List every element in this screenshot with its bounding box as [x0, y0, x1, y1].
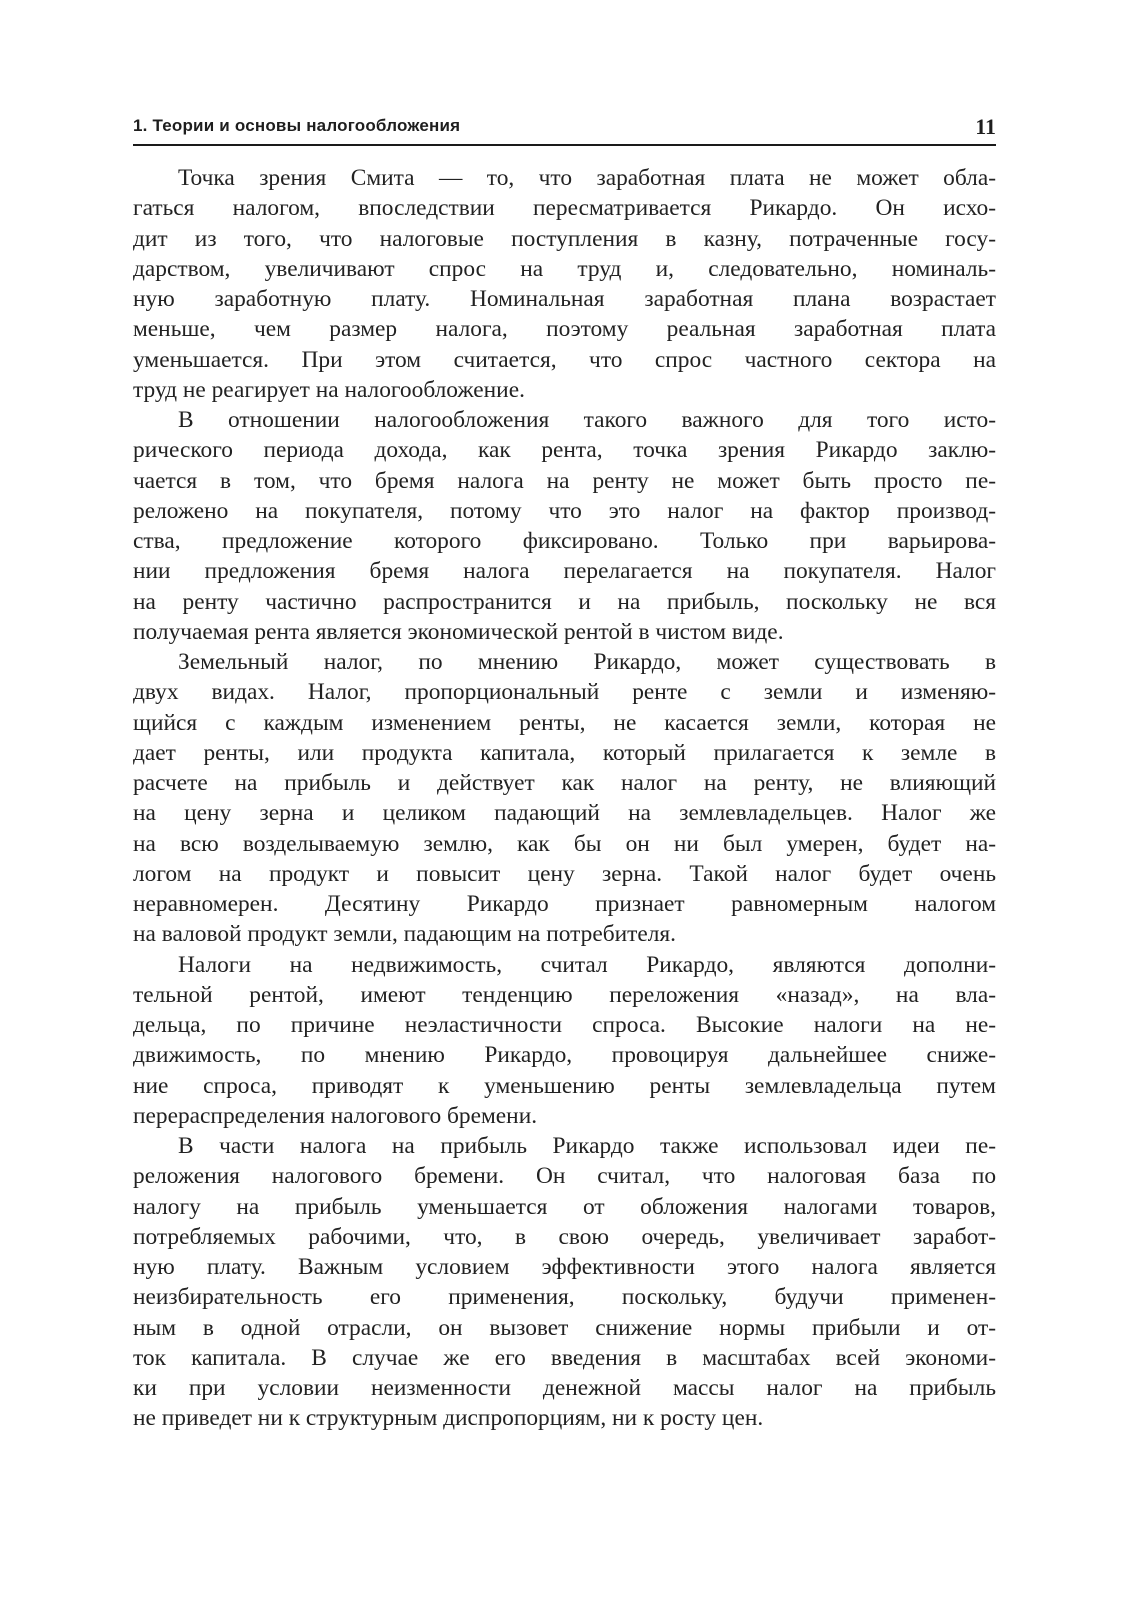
text-line: Точка зрения Смита — то, что заработная плата не может обла-: [178, 165, 996, 191]
text-line: на валовой продукт земли, падающим на потребителя.: [133, 921, 677, 948]
text-line: налогу на прибыль уменьшается от обложения налогами товаров,: [133, 1193, 996, 1220]
text-line: ства, предложение которого фиксировано. Только при варьирова-: [133, 528, 996, 554]
text-line: В отношении налогообложения такого важного для того исто-: [178, 407, 996, 433]
text-line: Налоги на недвижимость, считал Рикардо, являются дополни-: [178, 951, 997, 978]
page-number: 11: [975, 114, 996, 139]
text-line: меньше, чем размер налога, поэтому реальная заработная плата: [133, 316, 997, 343]
text-line: не приведет ни к структурным диспропорциям, ни к росту цен.: [133, 1405, 764, 1432]
body-text: [133, 163, 996, 1434]
paragraph: [133, 647, 996, 950]
text-line: дарством, увеличивают спрос на труд и, следовательно, номиналь-: [133, 255, 997, 282]
text-line: нии предложения бремя налога перелагается на покупателя. Налог: [133, 558, 997, 585]
paragraph: [133, 163, 996, 405]
text-line: рического периода дохода, как рента, точка зрения Рикардо заклю-: [133, 437, 997, 464]
paragraph: [133, 1131, 996, 1434]
chapter-title: 1. Теории и основы налогообложения: [133, 116, 461, 135]
paragraph: [133, 405, 996, 647]
text-line: получаемая рента является экономической рентой в чистом виде.: [133, 618, 784, 645]
text-line: тельной рентой, имеют тенденцию переложения «назад», на вла-: [133, 981, 997, 1008]
text-line: потребляемых рабочими, что, в свою очередь, увеличивает заработ-: [133, 1223, 996, 1250]
text-line: уменьшается. При этом считается, что спрос частного сектора на: [133, 346, 996, 373]
text-line: неизбирательность его применения, поскольку, будучи применен-: [133, 1284, 996, 1311]
text-line: дает ренты, или продукта капитала, который прилагается к земле в: [133, 739, 997, 766]
text-line: щийся с каждым изменением ренты, не касается земли, которая не: [133, 709, 997, 736]
text-line: В части налога на прибыль Рикардо также использовал идеи пе-: [178, 1133, 996, 1159]
text-line: ки при условии неизменности денежной массы налог на прибыль: [133, 1375, 996, 1401]
paragraph: [133, 950, 996, 1132]
text-line: труд не реагирует на налогообложение.: [133, 376, 525, 403]
text-line: логом на продукт и повысит цену зерна. Такой налог будет очень: [133, 860, 997, 887]
text-line: гаться налогом, впоследствии пересматривается Рикардо. Он исхо-: [133, 195, 996, 222]
text-line: дит из того, что налоговые поступления в казну, потраченные госу-: [133, 225, 996, 252]
text-line: чается в том, что бремя налога на ренту не может быть просто пе-: [133, 467, 996, 494]
text-line: ток капитала. В случае же его введения в масштабах всей экономи-: [133, 1344, 996, 1371]
text-line: ную заработную плату. Номинальная заработная плана возрастает: [133, 286, 997, 312]
text-line: расчете на прибыль и действует как налог на ренту, не влияющий: [133, 770, 996, 796]
text-line: реложено на покупателя, потому что это налог на фактор производ-: [133, 497, 997, 524]
text-line: ным в одной отрасли, он вызовет снижение нормы прибыли и от-: [133, 1314, 996, 1341]
text-line: Земельный налог, по мнению Рикардо, может существовать в: [178, 649, 997, 675]
text-line: движимость, по мнению Рикардо, провоцируя дальнейшее сниже-: [133, 1042, 996, 1069]
text-line: реложения налогового бремени. Он считал, что налоговая база по: [133, 1163, 997, 1190]
text-line: на ренту частично распространится и на прибыль, поскольку не вся: [133, 588, 996, 615]
text-line: неравномерен. Десятину Рикардо признает равномерным налогом: [133, 891, 997, 917]
text-line: ние спроса, приводят к уменьшению ренты землевладельца путем: [133, 1072, 996, 1099]
text-line: дельца, по причине неэластичности спроса. Высокие налоги на не-: [133, 1012, 997, 1038]
text-line: на цену зерна и целиком падающий на землевладельцев. Налог же: [133, 800, 996, 827]
text-line: двух видах. Налог, пропорциональный ренте с земли и изменяю-: [133, 679, 996, 706]
text-line: ную плату. Важным условием эффективности этого налога является: [133, 1254, 997, 1280]
text-line: на всю возделываемую землю, как бы он ни был умерен, будет на-: [133, 830, 997, 857]
running-header: [133, 110, 996, 146]
text-line: перераспределения налогового бремени.: [133, 1102, 538, 1129]
